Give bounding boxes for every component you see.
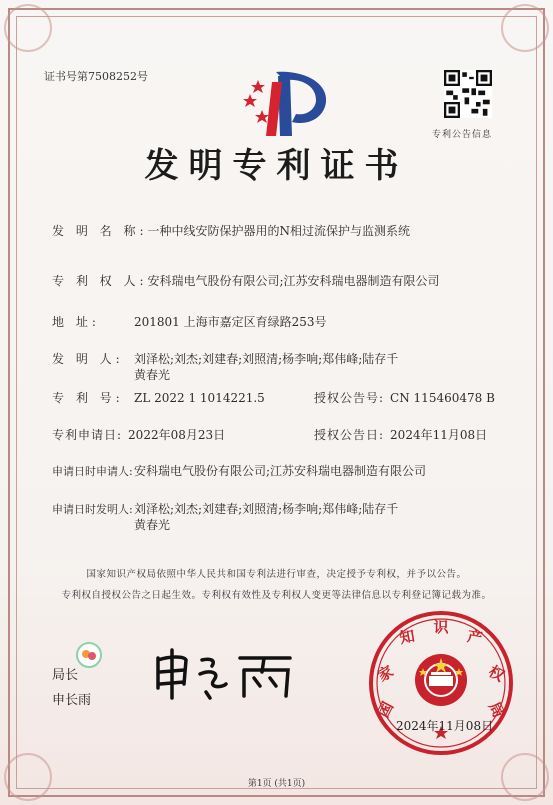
notice-line: 专利权自授权公告之日起生效。专利权有效性及专利权人变更等法律信息以专利登记簿记载为准。	[61, 590, 492, 601]
signatory-name: 申长雨	[52, 693, 92, 708]
field-value: 刘泽松;刘杰;刘建春;刘照清;杨李响;郑伟峰;陆存千	[134, 502, 399, 516]
official-seal	[368, 610, 514, 756]
field-label: 专 利 号:	[52, 391, 124, 405]
field-value: 刘泽松;刘杰;刘建春;刘照清;杨李响;郑伟峰;陆存千	[134, 352, 399, 366]
inventors-at-filing-row	[52, 500, 398, 517]
field-label: 地 址:	[52, 315, 100, 329]
field-value: 一种中线安防保护器用的N相过流保护与监测系统	[147, 224, 411, 238]
field-label: 发 明 人:	[52, 352, 124, 366]
page-title: 发明专利证书	[144, 146, 409, 186]
corner-ornament	[501, 4, 549, 52]
field-value: 黄春光	[134, 518, 171, 532]
corner-ornament	[4, 4, 52, 52]
page-footer: 第1页 (共1页)	[247, 779, 306, 789]
field-value: 2022年08月23日	[128, 428, 226, 442]
patentee-row	[52, 272, 440, 289]
svg-text:知: 知	[398, 626, 417, 648]
field-label: 发 明 名 称:	[52, 224, 148, 238]
svg-text:权: 权	[485, 662, 508, 686]
inventors-row-continued	[134, 366, 170, 383]
svg-text:产: 产	[465, 626, 484, 648]
invention-name-row	[52, 222, 410, 239]
field-value: CN 115460478 B	[390, 391, 495, 405]
filing-date-row	[52, 426, 225, 443]
field-label: 专利申请日:	[52, 428, 123, 442]
seal-date: 2024年11月08日	[396, 719, 494, 733]
cnipa-logo-icon	[236, 66, 332, 138]
svg-text:识: 识	[433, 618, 449, 636]
svg-text:局: 局	[484, 698, 508, 721]
patent-number-row	[52, 389, 265, 406]
applicant-at-filing-row	[52, 462, 426, 479]
field-label: 专 利 权 人:	[52, 274, 148, 288]
inventors-row	[52, 350, 398, 367]
field-value: 201801 上海市嘉定区育绿路253号	[134, 315, 327, 329]
signatory-role: 局长	[52, 668, 79, 683]
field-label: 授权公告日:	[314, 428, 385, 442]
svg-text:家: 家	[374, 662, 397, 686]
field-value: 安科瑞电气股份有限公司;江苏安科瑞电器制造有限公司	[134, 464, 427, 478]
field-label: 申请日时申请人:	[52, 465, 133, 478]
qr-code-icon[interactable]	[444, 70, 492, 118]
field-value: 安科瑞电气股份有限公司;江苏安科瑞电器制造有限公司	[147, 274, 440, 288]
field-label: 授权公告号:	[314, 391, 385, 405]
certificate-number: 证书号第7508252号	[44, 70, 148, 83]
handwritten-signature	[150, 648, 300, 700]
qr-caption: 专利公告信息	[432, 130, 493, 140]
field-value: ZL 2022 1 1014221.5	[134, 391, 265, 405]
field-value: 2024年11月08日	[390, 428, 488, 442]
grant-announcement-number-row	[314, 389, 495, 406]
mini-program-badge-icon	[76, 642, 102, 668]
svg-text:国: 国	[374, 698, 398, 721]
field-value: 黄春光	[134, 368, 171, 382]
grant-announcement-date-row	[314, 426, 487, 443]
notice-line: 国家知识产权局依照中华人民共和国专利法进行审查，决定授予专利权，并予以公告。	[86, 569, 467, 580]
field-label: 申请日时发明人:	[52, 503, 133, 516]
inventors-at-filing-row-continued	[134, 516, 170, 533]
address-row	[52, 313, 327, 330]
